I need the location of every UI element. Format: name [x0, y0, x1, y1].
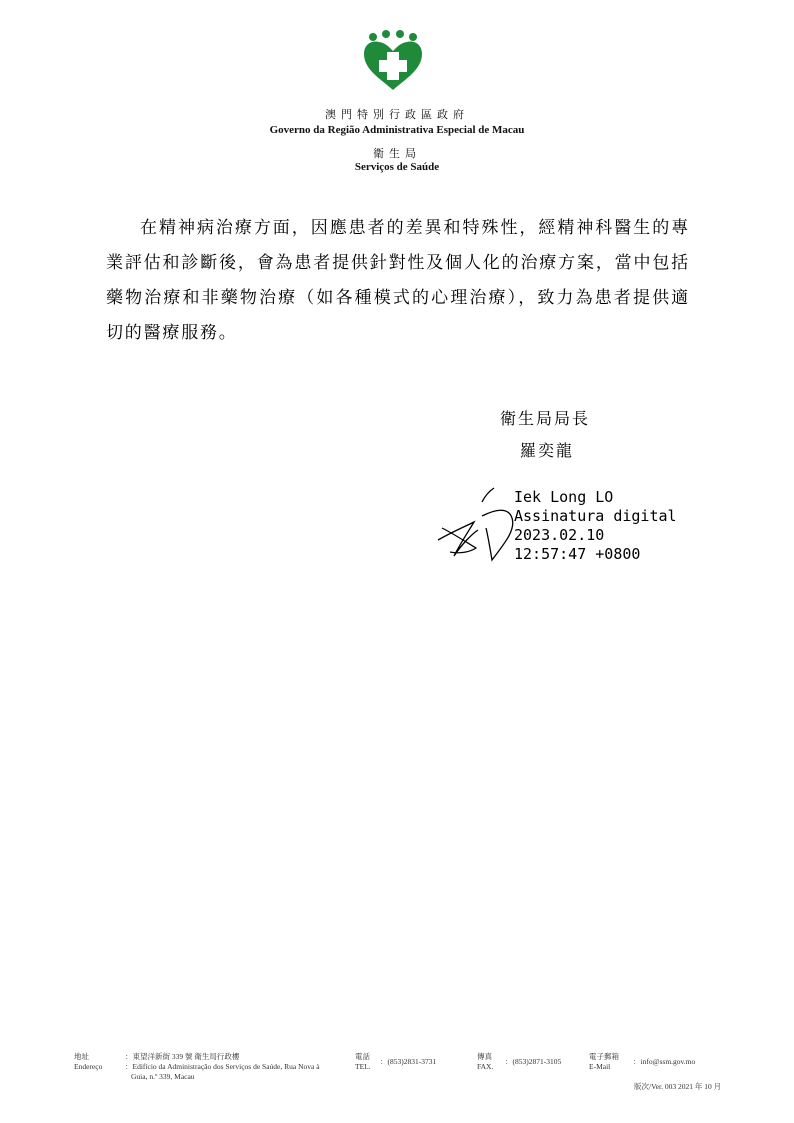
digital-signature-info — [514, 488, 677, 564]
footer-fax: ：(853)2871-3105 — [505, 1057, 562, 1066]
footer-fax-label — [477, 1052, 493, 1072]
footer-email: ：info@ssm.gov.mo — [633, 1057, 696, 1066]
email-label-zh: 電子郵箱 — [589, 1052, 619, 1061]
signatory-title: 衛生局局長 — [500, 409, 591, 428]
footer-address — [125, 1052, 320, 1082]
address-label-zh: 地址 — [74, 1052, 89, 1061]
fax-label-pt: FAX. — [477, 1062, 494, 1071]
signatory-name: 羅奕龍 — [520, 441, 575, 460]
email-label-pt: E-Mail — [589, 1062, 611, 1071]
tel-label-pt: TEL. — [355, 1062, 371, 1071]
digital-signature-label: Assinatura digital — [514, 507, 677, 525]
footer-tel: ：(853)2831-3731 — [380, 1057, 437, 1066]
government-name-pt: Governo da Região Administrativa Especial de Macau — [269, 124, 525, 136]
department-name-pt: Serviços de Saúde — [354, 161, 440, 173]
government-name-zh: 澳門特別行政區政府 — [325, 108, 469, 121]
health-bureau-logo-icon — [362, 30, 424, 92]
address-zh: ：東望洋新街 339 號 衛生局行政樓 — [125, 1052, 240, 1061]
footer-version: 版次/Ver. 003 2021 年 10 月 — [634, 1082, 722, 1091]
footer-email-label — [589, 1052, 619, 1072]
footer-address-label — [74, 1052, 102, 1072]
address-label-pt: Endereço — [74, 1062, 103, 1071]
digital-signature-time: 12:57:47 +0800 — [514, 545, 641, 563]
address-pt-line1: ：Edifício da Administração dos Serviços de Saúde, Rua Nova à — [125, 1062, 320, 1071]
digital-signature-date: 2023.02.10 — [514, 526, 605, 544]
footer-tel-label — [355, 1052, 371, 1072]
digital-signature-signer: Iek Long LO — [514, 488, 614, 506]
letter-body-paragraph: 在精神病治療方面，因應患者的差異和特殊性，經精神科醫生的專業評估和診斷後，會為患者提供針對性及個人化的治療方案，當中包括藥物治療和非藥物治療（如各種模式的心理治療），致力為患者提供適切的醫療服務。 — [106, 218, 690, 343]
address-pt-line2: Guia, n.º 339, Macau — [131, 1072, 195, 1081]
department-name-zh: 衛生局 — [373, 147, 421, 160]
tel-label-zh: 電話 — [355, 1052, 370, 1061]
fax-label-zh: 傳真 — [477, 1052, 492, 1061]
